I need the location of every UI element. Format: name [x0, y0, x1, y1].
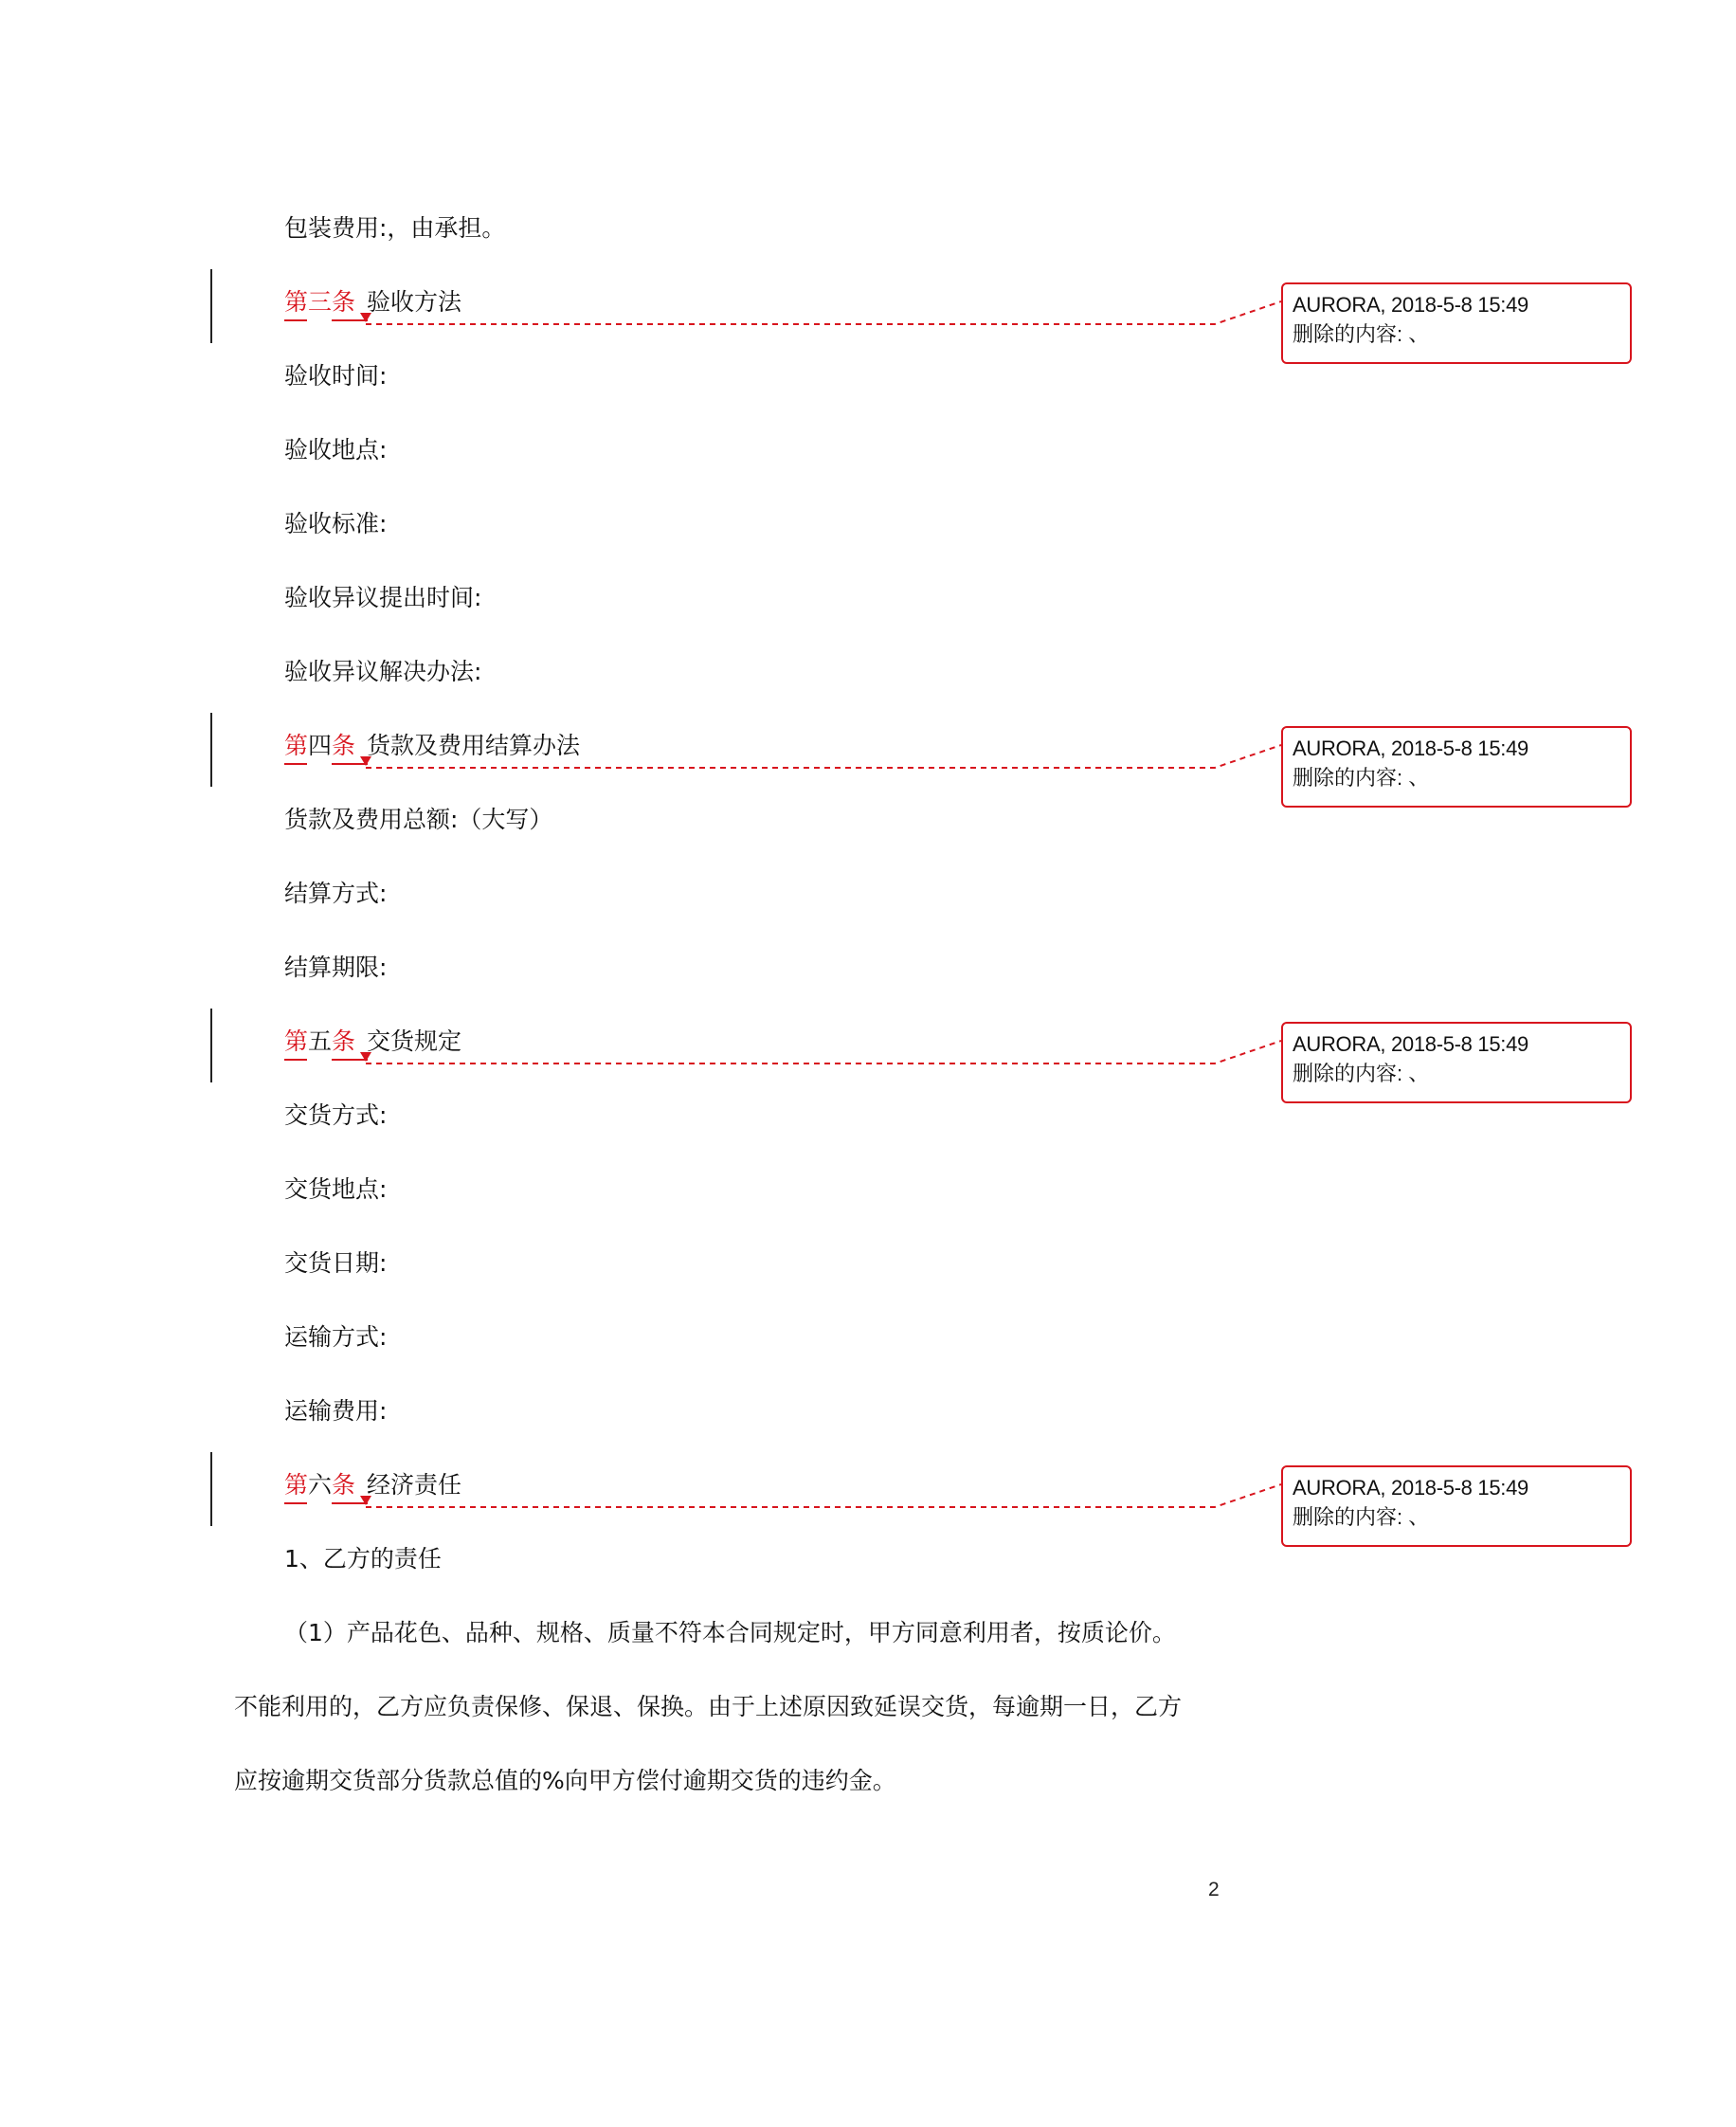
heading-tiao: 条: [332, 1471, 356, 1499]
heading-tiao: 条: [332, 288, 356, 316]
heading-tiao: 条: [332, 1027, 356, 1055]
comment-leader: [366, 301, 1281, 324]
packaging-fee-line: 包装费用:，由承担。: [284, 214, 506, 242]
heading-number: 三: [308, 288, 333, 316]
objection-method-line: 验收异议解决办法:: [284, 658, 482, 685]
heading-title: 验收方法: [367, 288, 462, 316]
acceptance-standard-line: 验收标准:: [284, 510, 388, 537]
comment-leader: [366, 1484, 1281, 1507]
comment-author-date: AURORA, 2018-5-8 15:49: [1293, 736, 1528, 760]
heading-number: 四: [308, 732, 333, 759]
heading-tiao: 条: [332, 732, 356, 759]
heading-di: 第: [284, 288, 309, 316]
heading-title: 货款及费用结算办法: [367, 732, 581, 759]
delivery-place-line: 交货地点:: [284, 1175, 388, 1203]
heading-di: 第: [284, 732, 309, 759]
comment-text: 删除的内容: 、: [1293, 322, 1430, 346]
delivery-method-line: 交货方式:: [284, 1101, 388, 1129]
comment-author-date: AURORA, 2018-5-8 15:49: [1293, 1476, 1528, 1500]
acceptance-place-line: 验收地点:: [284, 436, 388, 464]
settlement-method-line: 结算方式:: [284, 880, 388, 907]
settlement-period-line: 结算期限:: [284, 954, 388, 981]
heading-di: 第: [284, 1027, 309, 1055]
transport-cost-line: 运输费用:: [284, 1397, 388, 1425]
comment-text: 删除的内容: 、: [1293, 1062, 1430, 1085]
comment-author-date: AURORA, 2018-5-8 15:49: [1293, 1032, 1528, 1056]
comment-leader: [366, 745, 1281, 768]
heading-number: 五: [308, 1027, 333, 1055]
revision-comment-balloon[interactable]: [1281, 1465, 1632, 1547]
acceptance-time-line: 验收时间:: [284, 362, 388, 390]
clause-line-1: （1）产品花色、品种、规格、质量不符本合同规定时，甲方同意利用者，按质论价。: [284, 1619, 1176, 1646]
revision-comment-balloon[interactable]: [1281, 282, 1632, 364]
total-amount-line: 货款及费用总额:（大写）: [284, 806, 553, 833]
clause-line-3: 应按逾期交货部分货款总值的%向甲方偿付逾期交货的违约金。: [234, 1767, 896, 1794]
comment-text: 删除的内容: 、: [1293, 1505, 1430, 1529]
delivery-date-line: 交货日期:: [284, 1249, 388, 1277]
heading-title: 经济责任: [367, 1471, 462, 1499]
clause-line-2: 不能利用的，乙方应负责保修、保退、保换。由于上述原因致延误交货，每逾期一日，乙方: [234, 1693, 1183, 1720]
comment-leader: [366, 1041, 1281, 1064]
heading-number: 六: [308, 1471, 333, 1499]
heading-title: 交货规定: [367, 1027, 462, 1055]
objection-time-line: 验收异议提出时间:: [284, 584, 482, 611]
party-b-duty-line: 1、乙方的责任: [284, 1545, 442, 1573]
revision-comment-balloon[interactable]: [1281, 1022, 1632, 1103]
revision-comment-balloon[interactable]: [1281, 726, 1632, 808]
heading-di: 第: [284, 1471, 309, 1499]
page-number: 2: [1208, 1879, 1220, 1900]
transport-method-line: 运输方式:: [284, 1323, 388, 1351]
comment-author-date: AURORA, 2018-5-8 15:49: [1293, 293, 1528, 317]
comment-text: 删除的内容: 、: [1293, 766, 1430, 790]
